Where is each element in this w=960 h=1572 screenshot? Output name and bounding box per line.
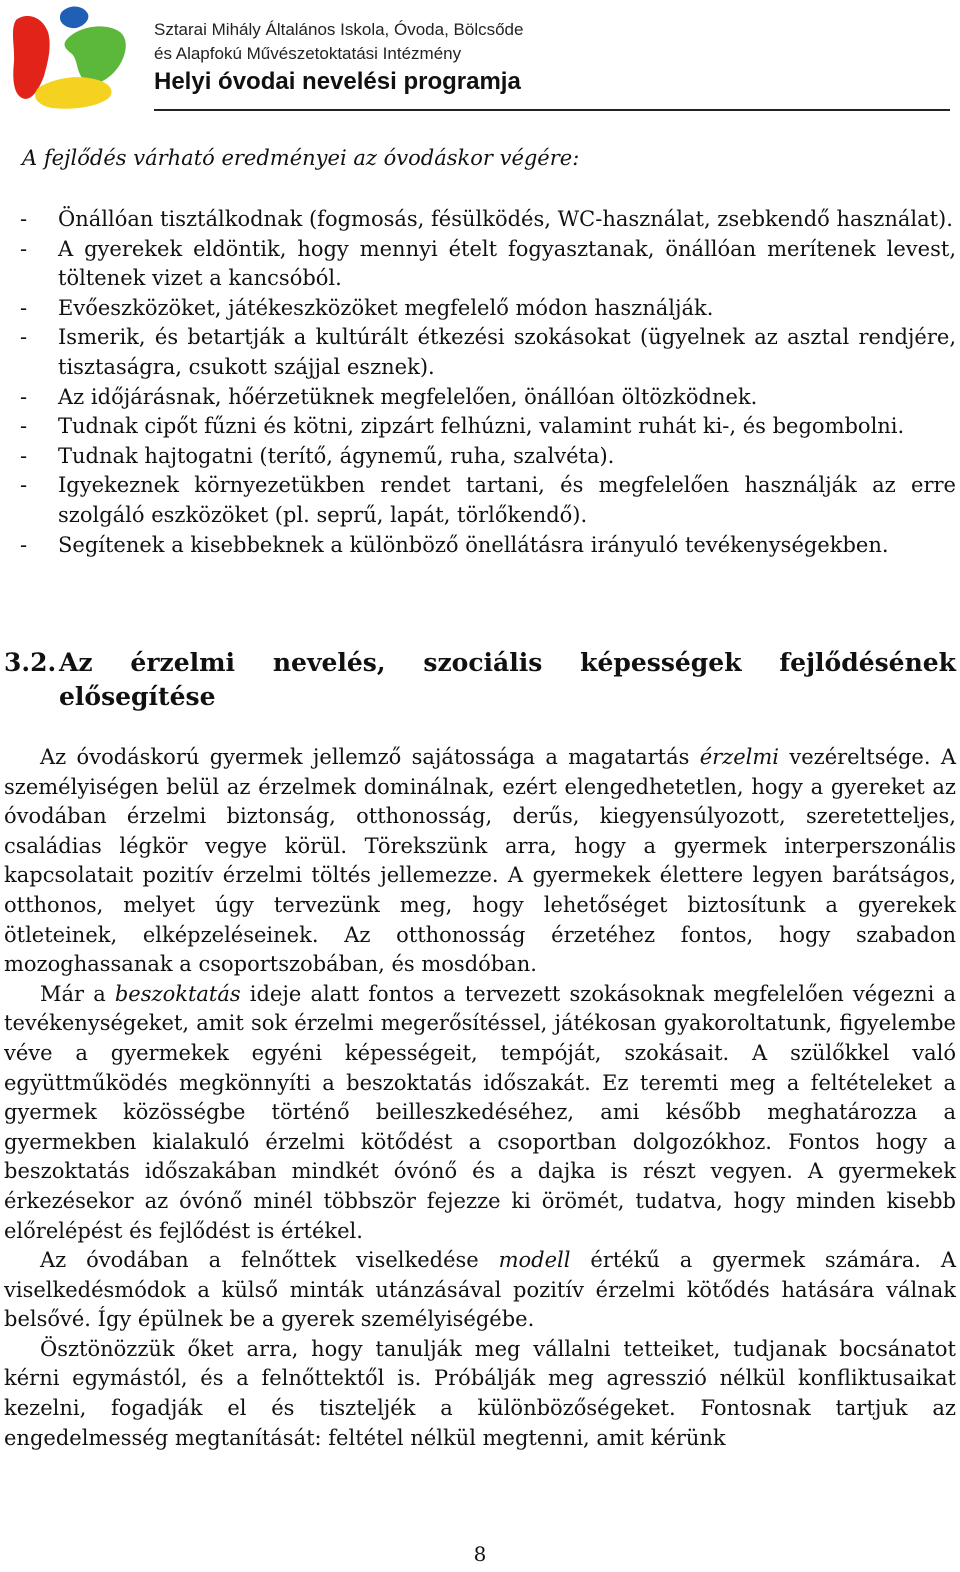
paragraph-text: Az óvodában a felnőttek viselkedése	[40, 1248, 499, 1273]
bullet-dash: -	[20, 384, 28, 409]
paragraph-text: értékű a gyermek számára. A viselkedésmódok a külső minták utánzásával pozitív érzelmi kötődés hatására válnak belsővé. Így épülnek be a gyerek személyiségébe.	[4, 1248, 957, 1332]
logo-green-shape	[65, 26, 126, 83]
institution-name-line-1: Sztarai Mihály Általános Iskola, Óvoda, Bölcsőde	[154, 20, 524, 39]
bullet-dash: -	[20, 532, 28, 557]
bullet-dash: -	[20, 325, 28, 350]
list-item	[20, 323, 956, 382]
expected-results-list	[20, 205, 956, 560]
list-item	[20, 531, 956, 561]
list-item	[20, 471, 956, 530]
paragraph-text: vezéreltsége. A személyiségen belül az érzelmek dominálnak, ezért elengedhetetlen, hogy a gyereket az óvodában érzelmi biztonság, otthonosság, derűs, kiegyensúlyozott, szeretetteljes, családias légkör vegye körül. Törekszünk arra, hogy a gyermek interperszonális kapcsolatait pozitív érzelmi töltés jellemezze. A gyermekek élettere legyen barátságos, otthonos, melyet úgy tervezünk meg, hogy lehetőséget biztosítunk a gyerekek ötleteinek, elképzeléseinek. Az otthonosság érzetéhez fontos, hogy szabadon mozoghassanak a csoportszobában, és mosdóban.	[4, 745, 956, 977]
list-item-text: Tudnak hajtogatni (terítő, ágynemű, ruha, szalvéta).	[58, 443, 615, 468]
bullet-dash: -	[20, 414, 28, 439]
list-item-text: Segítenek a kisebbeknek a különböző önellátásra irányuló tevékenységekben.	[58, 532, 889, 557]
school-logo	[8, 2, 138, 114]
list-item-text: Ismerik, és betartják a kultúrált étkezési szokásokat (ügyelnek az asztal rendjére, tisztaságra, csukott szájjal esznek).	[58, 325, 956, 379]
page-header	[8, 2, 948, 114]
list-item	[20, 294, 956, 324]
emphasis: beszoktatás	[114, 981, 241, 1006]
page-number: 8	[473, 1542, 487, 1566]
list-item-text: Önállóan tisztálkodnak (fogmosás, fésülködés, WC-használat, zsebkendő használat).	[58, 207, 953, 231]
paragraph-text: Már a	[40, 981, 115, 1006]
bullet-dash: -	[20, 207, 28, 231]
emphasis: modell	[498, 1248, 571, 1273]
paragraph	[4, 980, 956, 1246]
program-title: Helyi óvodai nevelési programja	[154, 68, 521, 95]
paragraph-text: ideje alatt fontos a tervezett szokásoknak megfelelően végezni a tevékenységeket, amit sok érzelmi megerősítéssel, játékosan gyakoroltatunk, figyelembe véve a gyermekek egyéni képességeit, tempóját, szokásait. A szülőkkel való együttműködés megkönnyíti a beszoktatás időszakát. Ez teremti meg a feltételeket a gyermek közösségbe történő beilleszkedéséhez, ami később meghatározza a gyermekben kialakuló érzelmi kötődést a csoportban dolgozókhoz. Fontos hogy a beszoktatás időszakában mindkét óvónő és a dajka is részt vegyen. A gyermekek érkezésekor az óvónő minél többször fejezze ki örömét, tudatva, hogy minden kisebb előrelépést és fejlődést is értékel.	[4, 981, 956, 1243]
paragraph	[4, 1246, 956, 1335]
section-title: Az érzelmi nevelés, szociális képességek fejlődésének elősegítése	[59, 648, 956, 711]
section-body	[4, 743, 956, 1453]
list-item	[20, 205, 956, 235]
bullet-dash: -	[20, 295, 28, 320]
section-heading	[4, 646, 956, 714]
list-item-text: Az időjárásnak, hőérzetüknek megfelelően, önállóan öltözködnek.	[58, 384, 758, 409]
bullet-dash: -	[20, 473, 28, 498]
list-item	[20, 442, 956, 472]
institution-name-line-2: és Alapfokú Művészetoktatási Intézmény	[154, 44, 462, 63]
paragraph-text: Ösztönözzük őket arra, hogy tanulják meg vállalni tetteiket, tudjanak bocsánatot kérni egymástól, és a felnőttektől is. Próbálják meg agresszió nélkül konfliktusaikat kezelni, fogadják el és tiszteljék a különbözőségeket. Fontosnak tartjuk az engedelmesség megtanítását: feltétel nélkül megtenni, amit kérünk	[4, 1336, 956, 1450]
list-item-text: Evőeszközöket, játékeszközöket megfelelő módon használják.	[58, 295, 714, 320]
bullet-dash: -	[20, 236, 28, 261]
paragraph-text: Az óvodáskorú gyermek jellemző sajátossága a magatartás	[40, 745, 700, 769]
emphasis: érzelmi	[699, 745, 780, 769]
bullet-dash: -	[20, 443, 28, 468]
paragraph	[4, 743, 956, 980]
list-item-text: Tudnak cipőt fűzni és kötni, zipzárt felhúzni, valamint ruhát ki-, és begombolni.	[58, 414, 905, 439]
list-item-text: Igyekeznek környezetükben rendet tartani, és megfelelően használják az erre szolgáló eszközöket (pl. seprű, lapát, törlőkendő).	[58, 473, 956, 527]
list-item	[20, 235, 956, 294]
list-item	[20, 412, 956, 442]
list-item	[20, 383, 956, 413]
section-intro: A fejlődés várható eredményei az óvodáskor végére:	[22, 146, 580, 170]
paragraph	[4, 1335, 956, 1453]
section-number: 3.2.	[4, 648, 57, 677]
logo-yellow-shape	[35, 77, 111, 109]
logo-blue-shape	[60, 7, 88, 29]
list-item-text: A gyerekek eldöntik, hogy mennyi ételt fogyasztanak, önállóan merítenek levest, töltenek vizet a kancsóból.	[58, 236, 956, 291]
header-divider	[154, 109, 950, 111]
